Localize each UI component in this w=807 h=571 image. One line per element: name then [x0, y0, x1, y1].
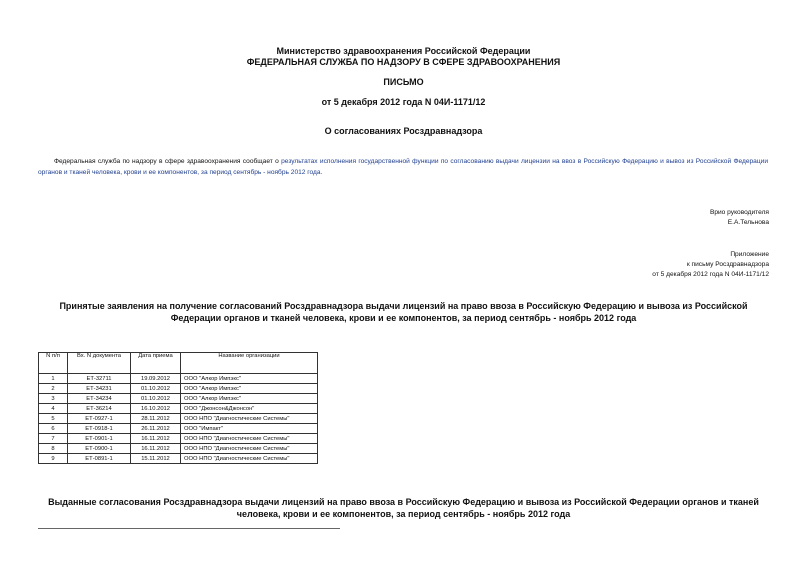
cell-number: 5 — [39, 414, 68, 424]
cell-date: 16.10.2012 — [131, 404, 181, 414]
appendix-date-number: от 5 декабря 2012 года N 04И-1171/12 — [652, 271, 769, 278]
cell-doc-number: ЕТ-36214 — [68, 404, 131, 414]
body-intro: Федеральная служба по надзору в сфере здравоохранения сообщает о — [54, 158, 279, 165]
signature-block — [710, 208, 769, 228]
cell-organization: ООО "Алкор Импэкс" — [181, 394, 318, 404]
ministry-name: Министерство здравоохранения Российской Федерации — [276, 46, 531, 56]
service-name: ФЕДЕРАЛЬНАЯ СЛУЖБА ПО НАДЗОРУ В СФЕРЕ ЗДРАВООХРАНЕНИЯ — [246, 57, 561, 67]
cell-organization: ООО НПО "Диагностические Системы" — [181, 434, 318, 444]
section-received-title: Принятые заявления на получение согласований Росздравнадзора выдачи лицензий на право ввоза в Российскую Федерацию и вывоза из Российской Федерации органов и тканей человека, крови и ее компонентов, за период сентябрь - ноябрь 2012 года — [59, 301, 748, 323]
cell-date: 28.11.2012 — [131, 414, 181, 424]
cell-number: 8 — [39, 444, 68, 454]
col-header-doc-number: Вх. N документа — [68, 353, 131, 374]
cell-number: 7 — [39, 434, 68, 444]
cell-number: 2 — [39, 384, 68, 394]
cell-number: 6 — [39, 424, 68, 434]
table-row — [39, 424, 318, 434]
footnote-divider — [38, 528, 340, 529]
table-header-row — [39, 353, 318, 374]
appendix-label: Приложение — [730, 251, 769, 258]
cell-date: 26.11.2012 — [131, 424, 181, 434]
cell-doc-number: ЕТ-0891-1 — [68, 454, 131, 464]
table-row — [39, 454, 318, 464]
cell-doc-number: ЕТ-0927-1 — [68, 414, 131, 424]
signature-name: Е.А.Тельнова — [727, 219, 769, 226]
appendix-block — [652, 250, 769, 280]
cell-doc-number: ЕТ-34231 — [68, 384, 131, 394]
section-issued-title: Выданные согласования Росздравнадзора выдачи лицензий на право ввоза в Российскую Федерацию и вывоза из Российской Федерации органов и тканей человека, крови и ее компонентов, за период сентябрь - ноябрь 2012 года — [48, 497, 759, 519]
table-row — [39, 434, 318, 444]
col-header-number: N п/п — [39, 353, 68, 374]
cell-date: 01.10.2012 — [131, 384, 181, 394]
cell-number: 3 — [39, 394, 68, 404]
cell-organization: ООО "Алкор Импэкс" — [181, 384, 318, 394]
body-paragraph — [38, 156, 768, 178]
col-header-date: Дата приема — [131, 353, 181, 374]
cell-date: 16.11.2012 — [131, 444, 181, 454]
signature-position: Врио руководителя — [709, 209, 769, 216]
cell-organization: ООО НПО "Диагностические Системы" — [181, 444, 318, 454]
cell-doc-number: ЕТ-0901-1 — [68, 434, 131, 444]
doc-date-number: от 5 декабря 2012 года N 04И-1171/12 — [321, 97, 486, 107]
results-link[interactable]: результатах исполнения государственной функции по согласованию выдачи лицензии на ввоз в Российскую Федерацию и вывоз из Российской Федерации органов и тканей человека, крови и ее компонентов, за период сентябрь - ноябрь 2012 года. — [38, 158, 768, 176]
table-row — [39, 414, 318, 424]
table-row — [39, 394, 318, 404]
cell-number: 4 — [39, 404, 68, 414]
col-header-organization: Название организации — [181, 353, 318, 374]
cell-date: 19.09.2012 — [131, 374, 181, 384]
cell-date: 01.10.2012 — [131, 394, 181, 404]
cell-doc-number: ЕТ-32711 — [68, 374, 131, 384]
cell-doc-number: ЕТ-0918-1 — [68, 424, 131, 434]
cell-organization: ООО "Алкор Импэкс" — [181, 374, 318, 384]
cell-organization: ООО "Джонсон&Джонсон" — [181, 404, 318, 414]
cell-organization: ООО "Импакт" — [181, 424, 318, 434]
table-row — [39, 404, 318, 414]
cell-doc-number: ЕТ-0900-1 — [68, 444, 131, 454]
header-block — [0, 46, 807, 68]
applications-table — [38, 352, 318, 464]
table-row — [39, 444, 318, 454]
cell-organization: ООО НПО "Диагностические Системы" — [181, 454, 318, 464]
cell-date: 16.11.2012 — [131, 434, 181, 444]
doc-subject: О согласованиях Росздравнадзора — [324, 126, 483, 136]
cell-number: 1 — [39, 374, 68, 384]
table-row — [39, 384, 318, 394]
table-row — [39, 374, 318, 384]
cell-date: 15.11.2012 — [131, 454, 181, 464]
cell-organization: ООО НПО "Диагностические Системы" — [181, 414, 318, 424]
appendix-to-letter: к письму Росздравнадзора — [686, 261, 769, 268]
cell-number: 9 — [39, 454, 68, 464]
cell-doc-number: ЕТ-34234 — [68, 394, 131, 404]
doc-type: ПИСЬМО — [383, 77, 424, 87]
